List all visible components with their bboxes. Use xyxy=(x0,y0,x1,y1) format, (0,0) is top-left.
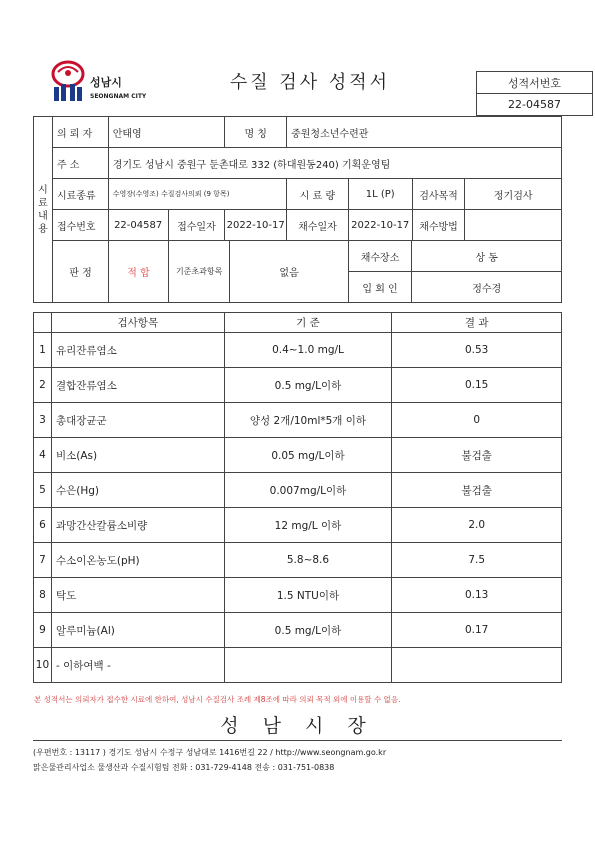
row-standard: 1.5 NTU이하 xyxy=(224,578,392,613)
purpose-label: 검사목적 xyxy=(412,179,465,210)
certificate-number-label: 성적서번호 xyxy=(477,72,593,94)
row-number: 1 xyxy=(34,333,52,368)
name-value: 중원청소년수련관 xyxy=(287,117,562,148)
usage-notice: 본 성적서는 의뢰자가 접수한 시료에 한하여, 성남시 수질검사 조례 제8조에 따라 의뢰 목적 외에 이용할 수 없음. xyxy=(34,695,401,704)
result-row xyxy=(34,438,562,473)
row-standard xyxy=(224,648,392,683)
row-number: 8 xyxy=(34,578,52,613)
row-result: 불검출 xyxy=(392,438,562,473)
footer-address: (우편번호 : 13117 ) 경기도 성남시 수정구 성남대로 1416번길 22 / http://www.seongnam.go.kr xyxy=(33,748,387,757)
collect-method-label: 채수방법 xyxy=(412,210,465,241)
document-title: 수질 검사 성적서 xyxy=(229,72,391,93)
row-standard: 0.007mg/L이하 xyxy=(224,473,392,508)
row-result: 7.5 xyxy=(392,543,562,578)
row-number: 5 xyxy=(34,473,52,508)
row-number: 4 xyxy=(34,438,52,473)
row-standard: 0.5 mg/L이하 xyxy=(224,613,392,648)
address-value: 경기도 성남시 중원구 둔촌대로 332 (하대원동240) 기획운영팀 xyxy=(108,148,561,179)
witness-label: 입 회 인 xyxy=(348,272,412,303)
row-result: 0.15 xyxy=(392,368,562,403)
collect-method-value xyxy=(465,210,562,241)
row-number: 3 xyxy=(34,403,52,438)
row-result: 2.0 xyxy=(392,508,562,543)
collect-place-value: 상 동 xyxy=(412,241,561,272)
requester-label: 의 뢰 자 xyxy=(52,117,108,148)
row-result: 0.17 xyxy=(392,613,562,648)
row-standard: 0.5 mg/L이하 xyxy=(224,368,392,403)
receipt-date-label: 접수일자 xyxy=(168,210,225,241)
judgement-label: 판 정 xyxy=(53,241,109,302)
sample-info-table xyxy=(33,116,562,303)
row-number: 6 xyxy=(34,508,52,543)
row-result: 0.53 xyxy=(392,333,562,368)
svg-text:SEONGNAM CITY: SEONGNAM CITY xyxy=(90,93,147,100)
receipt-number-value: 22-04587 xyxy=(108,210,168,241)
row-number: 7 xyxy=(34,543,52,578)
result-row xyxy=(34,648,562,683)
result-row xyxy=(34,578,562,613)
name-label: 명 칭 xyxy=(225,117,287,148)
result-row xyxy=(34,543,562,578)
requester-value: 안태영 xyxy=(108,117,225,148)
result-row xyxy=(34,613,562,648)
result-row xyxy=(34,508,562,543)
row-item: 탁도 xyxy=(51,578,224,613)
result-row xyxy=(34,368,562,403)
row-item: - 이하여백 - xyxy=(51,648,224,683)
footer xyxy=(33,745,386,775)
row-item: 총대장균군 xyxy=(51,403,224,438)
row-number: 9 xyxy=(34,613,52,648)
row-item: 비소(As) xyxy=(51,438,224,473)
header-standard: 기 준 xyxy=(224,313,392,333)
row-result: 불검출 xyxy=(392,473,562,508)
header-item: 검사항목 xyxy=(51,313,224,333)
row-number: 2 xyxy=(34,368,52,403)
address-label: 주 소 xyxy=(52,148,108,179)
judgement-table xyxy=(53,241,561,302)
row-item: 결합잔류염소 xyxy=(51,368,224,403)
row-number: 10 xyxy=(34,648,52,683)
footer-divider xyxy=(33,740,562,741)
exceed-items-label: 기준초과항목 xyxy=(168,241,230,302)
witness-value: 정수경 xyxy=(412,272,561,303)
row-item: 유리잔류염소 xyxy=(51,333,224,368)
row-result: 0.13 xyxy=(392,578,562,613)
footer-contact: 맑은물관리사업소 물생산과 수질시험팀 전화 : 031-729-4148 전송 : 031-751-0838 xyxy=(33,763,335,772)
exceed-items-value: 없음 xyxy=(230,241,348,302)
result-row xyxy=(34,333,562,368)
row-item: 과망간산칼륨소비량 xyxy=(51,508,224,543)
result-row xyxy=(34,473,562,508)
receipt-number-label: 접수번호 xyxy=(52,210,108,241)
row-standard: 5.8~8.6 xyxy=(224,543,392,578)
collect-date-value: 2022-10-17 xyxy=(348,210,412,241)
sample-type-label: 시료종류 xyxy=(52,179,108,210)
sample-amount-value: 1L (P) xyxy=(348,179,412,210)
collect-place-label: 채수장소 xyxy=(348,241,412,272)
seongnam-logo xyxy=(48,58,160,104)
row-result xyxy=(392,648,562,683)
receipt-date-value: 2022-10-17 xyxy=(225,210,287,241)
sample-amount-label: 시 료 량 xyxy=(287,179,349,210)
row-item: 수은(Hg) xyxy=(51,473,224,508)
row-item: 알루미늄(Al) xyxy=(51,613,224,648)
city-emblem-icon xyxy=(48,58,160,104)
svg-text:성남시: 성남시 xyxy=(90,76,122,89)
sample-type-value: 수영장(수영조) 수질검사의뢰 (9 항목) xyxy=(108,179,286,210)
sample-section-label: 시료내용 xyxy=(34,117,53,303)
certificate-number-box xyxy=(476,71,593,116)
header-result: 결 과 xyxy=(392,313,562,333)
result-row xyxy=(34,403,562,438)
row-standard: 양성 2개/10ml*5개 이하 xyxy=(224,403,392,438)
row-item: 수소이온농도(pH) xyxy=(51,543,224,578)
issuer-name: 성 남 시 장 xyxy=(220,715,375,737)
collect-date-label: 채수일자 xyxy=(287,210,349,241)
purpose-value: 정기검사 xyxy=(465,179,562,210)
judgement-value: 적 합 xyxy=(109,241,169,302)
certificate-number-value: 22-04587 xyxy=(477,94,593,116)
row-standard: 12 mg/L 이하 xyxy=(224,508,392,543)
results-table xyxy=(33,312,562,683)
row-standard: 0.4~1.0 mg/L xyxy=(224,333,392,368)
row-standard: 0.05 mg/L이하 xyxy=(224,438,392,473)
row-result: 0 xyxy=(392,403,562,438)
